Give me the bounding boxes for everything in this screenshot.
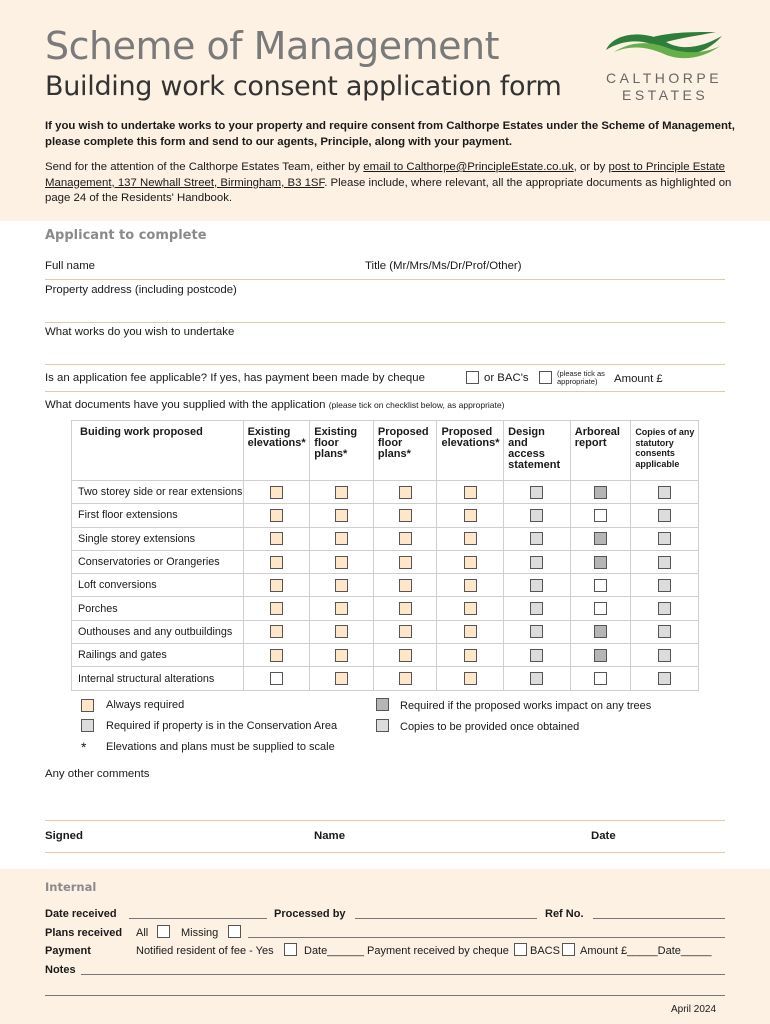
page-title: Scheme of Management	[45, 24, 499, 68]
notes-label: Notes	[45, 964, 76, 976]
full-name-label: Full name	[45, 260, 96, 272]
checklist-row-label: Railings and gates	[72, 644, 244, 667]
checklist-cell	[570, 620, 631, 643]
bacs-label: or BAC's	[484, 372, 529, 384]
checklist-cell	[373, 504, 437, 527]
checklist-checkbox[interactable]	[530, 579, 543, 592]
checklist-checkbox[interactable]	[658, 649, 671, 662]
checklist-cell	[310, 667, 374, 690]
checklist-cell	[570, 667, 631, 690]
checklist-checkbox[interactable]	[530, 625, 543, 638]
checklist-cell	[570, 550, 631, 573]
received-cheque-label: Payment received by cheque	[367, 945, 509, 957]
amount-date-field[interactable]: Amount £_____Date_____	[580, 945, 712, 957]
calthorpe-logo	[600, 28, 728, 108]
checklist-checkbox[interactable]	[464, 672, 477, 685]
checklist-checkbox[interactable]	[658, 509, 671, 522]
checklist-header-0: Buiding work proposed	[72, 421, 244, 481]
intro-text: If you wish to undertake works to your property and require consent from Calthorpe Estates under the Scheme of Management, please complete this form and send to our agents, Principle, along with your payment.	[45, 120, 735, 148]
leaf-logo-icon	[604, 28, 724, 68]
signed-label: Signed	[45, 830, 83, 842]
checklist-cell	[437, 527, 504, 550]
checklist-header-7: Copies of any statutory consents applicable	[631, 421, 699, 481]
checklist-checkbox[interactable]	[594, 486, 607, 499]
checklist-checkbox[interactable]	[335, 486, 348, 499]
checklist-cell	[373, 527, 437, 550]
date-received-label: Date received	[45, 908, 117, 920]
checklist-checkbox[interactable]	[335, 625, 348, 638]
checklist-cell	[570, 527, 631, 550]
checklist-cell	[310, 574, 374, 597]
checklist-checkbox[interactable]	[335, 579, 348, 592]
checklist-checkbox[interactable]	[270, 579, 283, 592]
bacs-internal-label: BACS	[530, 945, 560, 957]
email-link[interactable]: email to Calthorpe@PrincipleEstate.co.uk	[363, 161, 574, 173]
bacs-checkbox[interactable]	[539, 371, 552, 384]
checklist-cell	[243, 527, 310, 550]
checklist-cell	[504, 481, 571, 504]
checklist-cell	[437, 597, 504, 620]
checklist-row	[72, 597, 699, 620]
checklist-header-1: Existing elevations*	[243, 421, 310, 481]
checklist-row	[72, 550, 699, 573]
legend-orange-box	[81, 699, 94, 712]
checklist-checkbox[interactable]	[270, 532, 283, 545]
document-checklist-table	[71, 420, 699, 691]
checklist-cell	[243, 667, 310, 690]
checklist-row-label: Internal structural alterations	[72, 667, 244, 690]
signature-line[interactable]	[45, 852, 725, 853]
checklist-cell	[631, 620, 699, 643]
checklist-row-label: Loft conversions	[72, 574, 244, 597]
checklist-row	[72, 667, 699, 690]
checklist-checkbox[interactable]	[658, 625, 671, 638]
checklist-cell	[373, 481, 437, 504]
checklist-cell	[243, 644, 310, 667]
checklist-checkbox[interactable]	[399, 602, 412, 615]
legend-always: Always required	[106, 699, 185, 711]
works-label: What works do you wish to undertake	[45, 326, 235, 338]
checklist-cell	[504, 620, 571, 643]
checklist-cell	[631, 597, 699, 620]
checklist-checkbox[interactable]	[594, 579, 607, 592]
name-label: Name	[314, 830, 346, 842]
checklist-checkbox[interactable]	[530, 486, 543, 499]
checklist-cell	[243, 597, 310, 620]
checklist-checkbox[interactable]	[464, 649, 477, 662]
checklist-cell	[243, 481, 310, 504]
checklist-cell	[437, 481, 504, 504]
checklist-checkbox[interactable]	[464, 556, 477, 569]
checklist-cell	[310, 481, 374, 504]
checklist-checkbox[interactable]	[399, 486, 412, 499]
page-subtitle: Building work consent application form	[45, 71, 562, 102]
bacs-internal-checkbox[interactable]	[562, 943, 575, 956]
checklist-cell	[310, 550, 374, 573]
checklist-row	[72, 620, 699, 643]
checklist-checkbox[interactable]	[658, 532, 671, 545]
plans-missing-checkbox[interactable]	[228, 925, 241, 938]
checklist-cell	[570, 597, 631, 620]
checklist-cell	[570, 504, 631, 527]
checklist-header-3: Proposed floor plans*	[373, 421, 437, 481]
legend-dark-box	[376, 698, 389, 711]
checklist-checkbox[interactable]	[464, 532, 477, 545]
checklist-cell	[504, 527, 571, 550]
post-address-link[interactable]: post to Principle Estate Management, 137 Newhall Street, Birmingham, B3 1SF	[45, 161, 725, 189]
plans-missing-field[interactable]	[248, 937, 725, 938]
payment-label: Payment	[45, 945, 91, 957]
checklist-checkbox[interactable]	[464, 579, 477, 592]
title-label: Title (Mr/Mrs/Ms/Dr/Prof/Other)	[365, 260, 522, 272]
checklist-row	[72, 574, 699, 597]
checklist-checkbox[interactable]	[270, 509, 283, 522]
comments-field[interactable]	[45, 820, 725, 821]
checklist-row-label: Single storey extensions	[72, 527, 244, 550]
docs-question: What documents have you supplied with the application (please tick on checklist below, as appropriate)	[45, 399, 505, 411]
send-instructions: Send for the attention of the Calthorpe Estates Team, either by email to Calthorpe@PrincipleEstate.co.uk, or by post to Principle Estate Management, 137 Newhall Street, Birmingham, B3 1SF. Please include, where relevant, all the appropriate documents as highlighted on page 24 of the Residents' Handbook.	[45, 161, 732, 204]
checklist-checkbox[interactable]	[530, 602, 543, 615]
checklist-cell	[504, 550, 571, 573]
checklist-cell	[243, 574, 310, 597]
checklist-row	[72, 504, 699, 527]
checklist-cell	[504, 504, 571, 527]
checklist-cell	[373, 667, 437, 690]
ref-no-label: Ref No.	[545, 908, 584, 920]
logo-text-calthorpe: CALTHORPE	[606, 70, 723, 86]
checklist-checkbox[interactable]	[530, 509, 543, 522]
checklist-cell	[437, 550, 504, 573]
legend-light-box	[376, 719, 389, 732]
applicant-heading: Applicant to complete	[45, 228, 207, 243]
checklist-row-label: Outhouses and any outbuildings	[72, 620, 244, 643]
checklist-row-label: Conservatories or Orangeries	[72, 550, 244, 573]
checklist-cell	[437, 574, 504, 597]
legend-trees: Required if the proposed works impact on any trees	[400, 700, 652, 712]
notes-field-2[interactable]	[45, 995, 725, 996]
checklist-cell	[437, 644, 504, 667]
checklist-cell	[631, 527, 699, 550]
checklist-row	[72, 527, 699, 550]
checklist-checkbox[interactable]	[594, 556, 607, 569]
checklist-cell	[504, 574, 571, 597]
checklist-cell	[631, 667, 699, 690]
checklist-row	[72, 644, 699, 667]
tick-note: (please tick as appropriate)	[557, 369, 605, 386]
notified-label: Notified resident of fee - Yes	[136, 945, 274, 957]
checklist-header-6: Arboreal report	[570, 421, 631, 481]
checklist-checkbox[interactable]	[464, 602, 477, 615]
checklist-checkbox[interactable]	[594, 532, 607, 545]
checklist-cell	[504, 667, 571, 690]
amount-label: Amount £	[614, 373, 663, 385]
address-field[interactable]	[45, 322, 725, 323]
checklist-cell	[504, 597, 571, 620]
checklist-checkbox[interactable]	[594, 672, 607, 685]
fee-field-line	[45, 391, 725, 392]
checklist-cell	[631, 481, 699, 504]
checklist-checkbox[interactable]	[594, 509, 607, 522]
internal-heading: Internal	[45, 880, 97, 894]
processed-by-label: Processed by	[274, 908, 346, 920]
checklist-checkbox[interactable]	[399, 625, 412, 638]
checklist-checkbox[interactable]	[399, 509, 412, 522]
notified-yes-checkbox[interactable]	[284, 943, 297, 956]
checklist-checkbox[interactable]	[464, 625, 477, 638]
checklist-cell	[570, 644, 631, 667]
checklist-checkbox[interactable]	[594, 625, 607, 638]
checklist-checkbox[interactable]	[530, 532, 543, 545]
checklist-checkbox[interactable]	[658, 486, 671, 499]
checklist-checkbox[interactable]	[335, 602, 348, 615]
checklist-checkbox[interactable]	[530, 556, 543, 569]
checklist-checkbox[interactable]	[335, 649, 348, 662]
checklist-cell	[310, 597, 374, 620]
checklist-row-label: First floor extensions	[72, 504, 244, 527]
checklist-cell	[437, 620, 504, 643]
footer-date: April 2024	[671, 1004, 717, 1015]
plans-received-label: Plans received	[45, 927, 123, 939]
checklist-checkbox[interactable]	[658, 579, 671, 592]
legend-conservation: Required if property is in the Conservation Area	[106, 720, 338, 732]
checklist-checkbox[interactable]	[399, 672, 412, 685]
legend-scale: Elevations and plans must be supplied to scale	[106, 741, 335, 753]
received-cheque-checkbox[interactable]	[514, 943, 527, 956]
checklist-cell	[631, 574, 699, 597]
checklist-cell	[243, 620, 310, 643]
checklist-header-2: Existing floor plans*	[310, 421, 374, 481]
checklist-header-4: Proposed elevations*	[437, 421, 504, 481]
checklist-checkbox[interactable]	[530, 672, 543, 685]
checklist-checkbox[interactable]	[335, 556, 348, 569]
checklist-checkbox[interactable]	[464, 486, 477, 499]
checklist-checkbox[interactable]	[270, 672, 283, 685]
checklist-cell	[373, 620, 437, 643]
checklist-checkbox[interactable]	[270, 556, 283, 569]
checklist-cell	[504, 644, 571, 667]
checklist-checkbox[interactable]	[530, 649, 543, 662]
checklist-cell	[310, 644, 374, 667]
fee-question: Is an application fee applicable? If yes, has payment been made by cheque	[45, 372, 425, 384]
checklist-cell	[570, 574, 631, 597]
checklist-checkbox[interactable]	[594, 649, 607, 662]
checklist-cell	[373, 644, 437, 667]
checklist-checkbox[interactable]	[270, 602, 283, 615]
comments-label: Any other comments	[45, 768, 150, 780]
checklist-checkbox[interactable]	[658, 556, 671, 569]
plans-all-label: All	[136, 927, 149, 939]
checklist-cell	[310, 527, 374, 550]
checklist-header-5: Design and access statement	[504, 421, 571, 481]
cheque-checkbox[interactable]	[466, 371, 479, 384]
checklist-checkbox[interactable]	[399, 556, 412, 569]
docs-note: (please tick on checklist below, as appropriate)	[328, 400, 505, 410]
checklist-checkbox[interactable]	[270, 486, 283, 499]
legend-copies: Copies to be provided once obtained	[400, 721, 580, 733]
checklist-checkbox[interactable]	[270, 625, 283, 638]
checklist-cell	[243, 550, 310, 573]
logo-text-estates: ESTATES	[622, 87, 709, 103]
legend-grey-box	[81, 719, 94, 732]
date-label: Date	[591, 830, 616, 842]
checklist-cell	[631, 504, 699, 527]
notified-date[interactable]: Date______	[304, 945, 364, 957]
checklist-checkbox[interactable]	[658, 672, 671, 685]
legend-star: *	[81, 739, 87, 755]
checklist-checkbox[interactable]	[399, 579, 412, 592]
address-label: Property address (including postcode)	[45, 284, 237, 296]
works-field[interactable]	[45, 364, 725, 365]
date-received-field[interactable]	[129, 918, 267, 919]
notes-field-1[interactable]	[81, 974, 725, 975]
checklist-checkbox[interactable]	[270, 649, 283, 662]
checklist-checkbox[interactable]	[335, 672, 348, 685]
checklist-checkbox[interactable]	[594, 602, 607, 615]
checklist-cell	[373, 597, 437, 620]
checklist-cell	[243, 504, 310, 527]
checklist-checkbox[interactable]	[335, 509, 348, 522]
ref-no-field[interactable]	[593, 918, 725, 919]
checklist-cell	[310, 620, 374, 643]
checklist-cell	[373, 574, 437, 597]
checklist-cell	[631, 550, 699, 573]
checklist-cell	[373, 550, 437, 573]
checklist-cell	[310, 504, 374, 527]
checklist-cell	[437, 667, 504, 690]
checklist-checkbox[interactable]	[335, 532, 348, 545]
full-name-field[interactable]	[45, 279, 725, 280]
plans-all-checkbox[interactable]	[157, 925, 170, 938]
checklist-cell	[631, 644, 699, 667]
checklist-row	[72, 481, 699, 504]
checklist-row-label: Porches	[72, 597, 244, 620]
checklist-checkbox[interactable]	[399, 649, 412, 662]
checklist-cell	[437, 504, 504, 527]
checklist-row-label: Two storey side or rear extensions	[72, 481, 244, 504]
plans-missing-label: Missing	[181, 927, 219, 939]
checklist-checkbox[interactable]	[399, 532, 412, 545]
checklist-cell	[570, 481, 631, 504]
checklist-checkbox[interactable]	[658, 602, 671, 615]
checklist-checkbox[interactable]	[464, 509, 477, 522]
processed-by-field[interactable]	[355, 918, 537, 919]
